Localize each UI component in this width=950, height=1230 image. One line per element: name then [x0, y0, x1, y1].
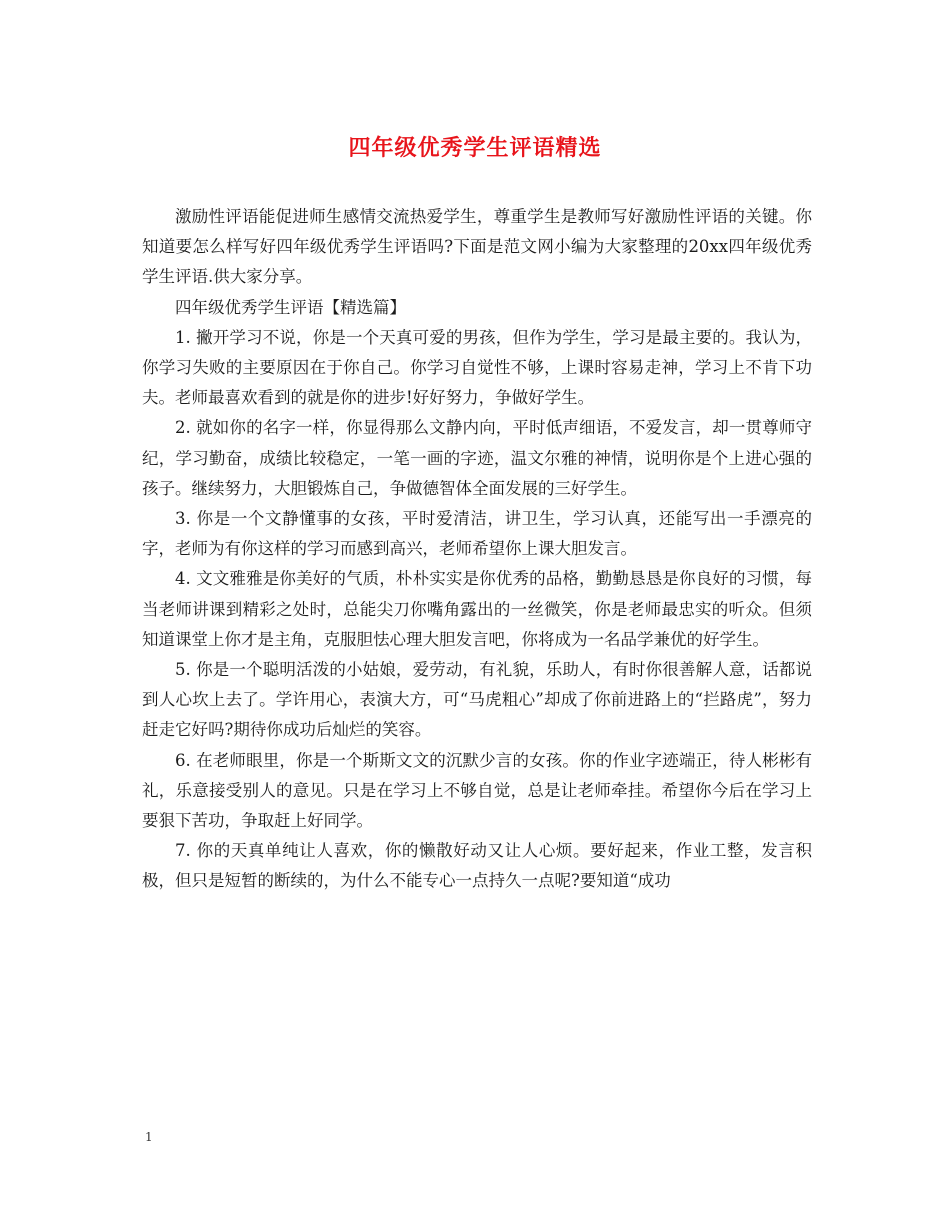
- section-heading: 四年级优秀学生评语【精选篇】: [175, 297, 406, 317]
- comment-paragraph-5: 5. 你是一个聪明活泼的小姑娘，爱劳动，有礼貌，乐助人，有时你很善解人意，话都说到人心坎上去了。学许用心，表演大方，可“马虎粗心”却成了你前进路上的“拦路虎”，努力赶走它好吗?期待你成功后灿烂的笑容。: [142, 660, 812, 740]
- comment-paragraph-4: 4. 文文雅雅是你美好的气质，朴朴实实是你优秀的品格，勤勤恳恳是你良好的习惯，每当老师讲课到精彩之处时，总能尖刀你嘴角露出的一丝微笑，你是老师最忠实的听众。但须知道课堂上你才是主角，克服胆怯心理大胆发言吧，你将成为一名品学兼优的好学生。: [142, 569, 812, 649]
- comment-paragraph-1: 1. 撇开学习不说，你是一个天真可爱的男孩，但作为学生，学习是最主要的。我认为，你学习失败的主要原因在于你自己。你学习自觉性不够，上课时容易走神，学习上不肯下功夫。老师最喜欢看到的就是你的进步!好好努力，争做好学生。: [142, 327, 812, 408]
- comment-paragraph-6: 6. 在老师眼里，你是一个斯斯文文的沉默少言的女孩。你的作业字迹端正，待人彬彬有礼，乐意接受别人的意见。只是在学习上不够自觉，总是让老师牵挂。希望你今后在学习上要狠下苦功，争取赶上好同学。: [142, 750, 812, 831]
- page-number: 1: [145, 1130, 153, 1144]
- comment-paragraph-7: 7. 你的天真单纯让人喜欢，你的懒散好动又让人心烦。要好起来，作业工整，发言积极，但只是短暂的断续的，为什么不能专心一点持久一点呢?要知道“成功: [142, 841, 812, 891]
- document-title: 四年级优秀学生评语精选: [348, 135, 602, 161]
- comment-paragraph-2: 2. 就如你的名字一样，你显得那么文静内向，平时低声细语，不爱发言，却一贯尊师守纪，学习勤奋，成绩比较稳定，一笔一画的字迹，温文尔雅的神情，说明你是个上进心强的孩子。继续努力，大胆锻炼自己，争做德智体全面发展的三好学生。: [142, 418, 812, 498]
- intro-paragraph: 激励性评语能促进师生感情交流热爱学生，尊重学生是教师写好激励性评语的关键。你知道要怎么样写好四年级优秀学生评语吗?下面是范文网小编为大家整理的20xx四年级优秀学生评语.供大家分享。: [142, 207, 812, 287]
- comment-paragraph-3: 3. 你是一个文静懂事的女孩，平时爱清洁，讲卫生，学习认真，还能写出一手漂亮的字，老师为有你这样的学习而感到高兴，老师希望你上课大胆发言。: [142, 509, 812, 559]
- document-body: [142, 202, 812, 897]
